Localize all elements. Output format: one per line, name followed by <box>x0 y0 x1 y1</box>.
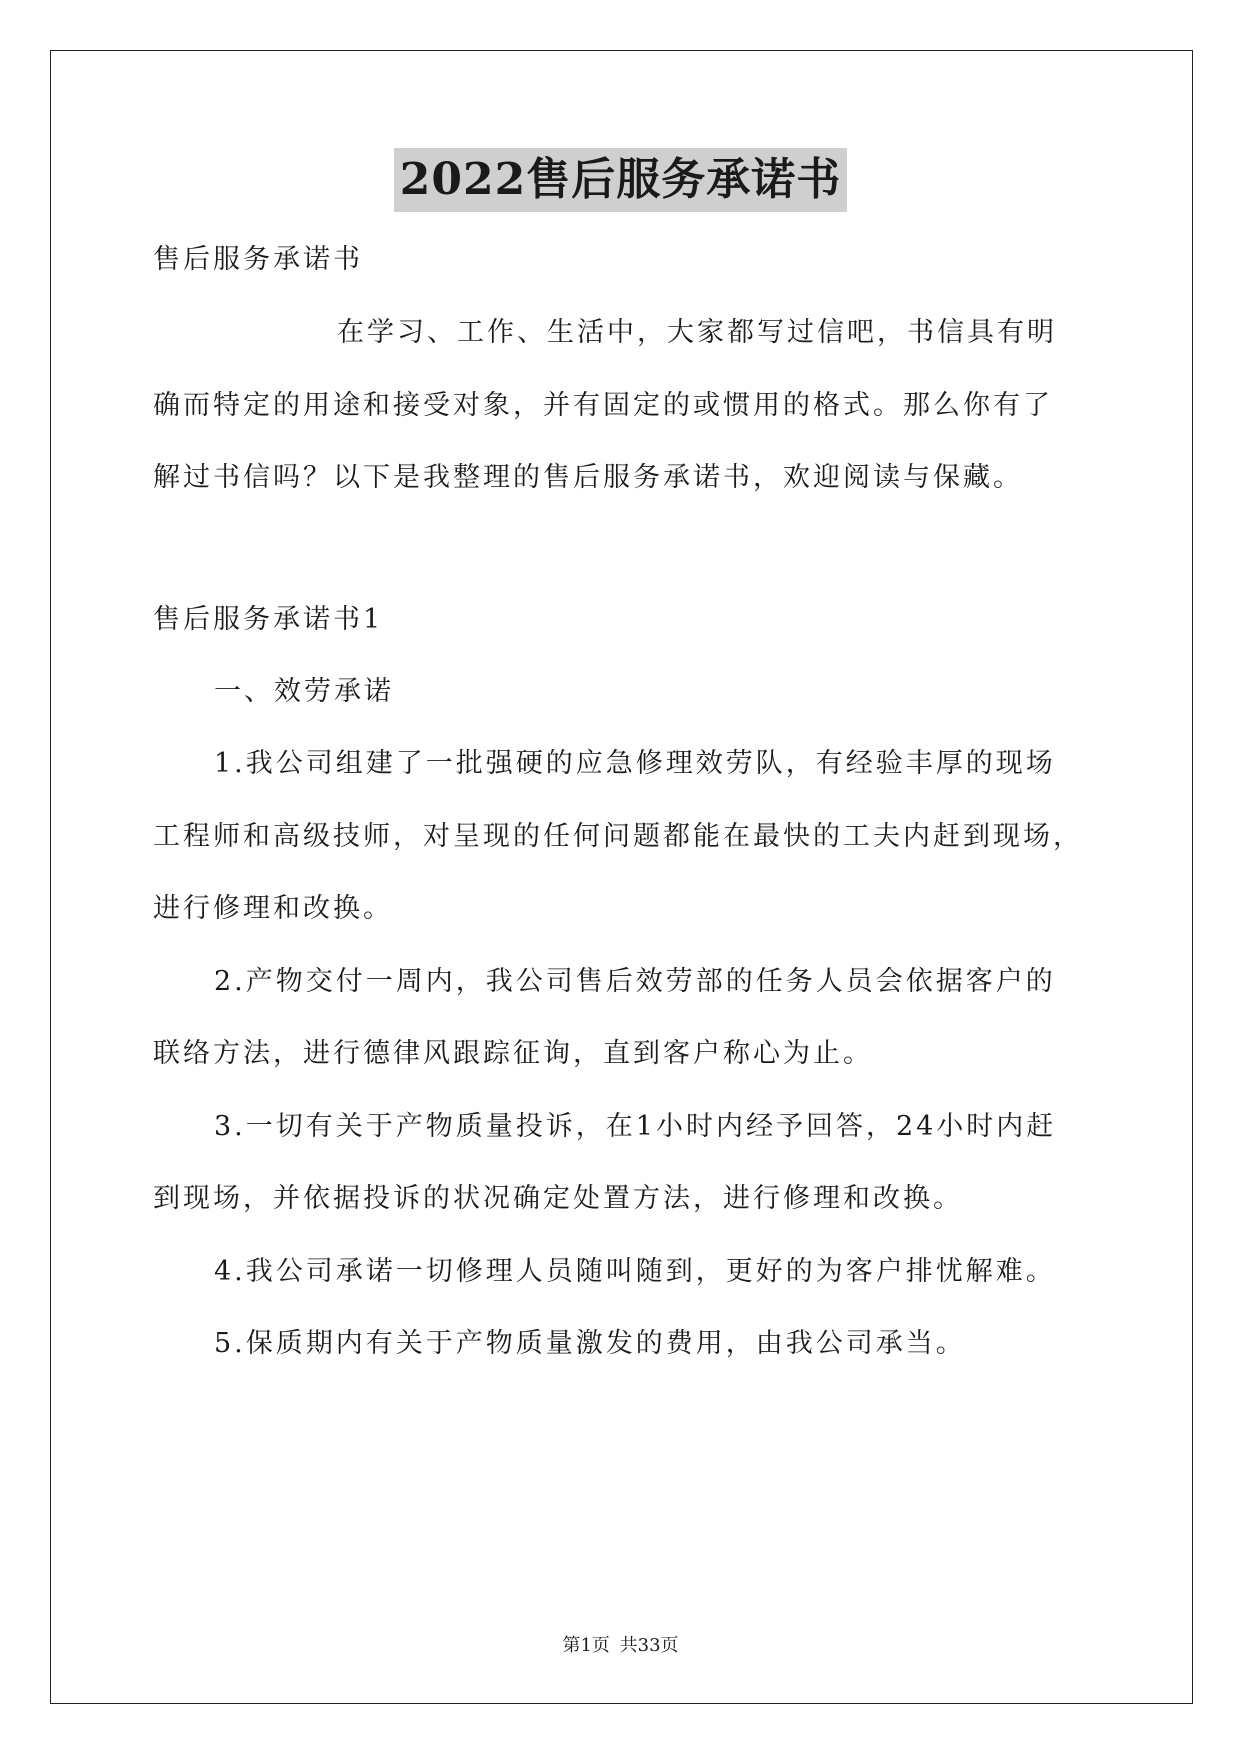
document-title: 2022售后服务承诺书 <box>394 148 847 212</box>
paragraph-line: 1.我公司组建了一批强硬的应急修理效劳队，有经验丰厚的现场 <box>214 748 1056 779</box>
paragraph-line: 在学习、工作、生活中，大家都写过信吧，书信具有明 <box>337 317 1057 348</box>
paragraph-line: 售后服务承诺书 <box>153 244 363 275</box>
page-total: 共33页 <box>619 1635 679 1656</box>
title-container <box>0 148 1241 212</box>
section-heading: 售后服务承诺书1 <box>153 604 384 635</box>
page-footer <box>0 1634 1241 1658</box>
paragraph-line: 4.我公司承诺一切修理人员随叫随到，更好的为客户排忧解难。 <box>214 1256 1056 1287</box>
page-number: 第1页 <box>562 1635 610 1656</box>
paragraph-line: 工程师和高级技师，对呈现的任何问题都能在最快的工夫内赶到现场， <box>153 821 1083 852</box>
paragraph-line: 5.保质期内有关于产物质量激发的费用，由我公司承当。 <box>214 1328 966 1359</box>
paragraph-line: 3.一切有关于产物质量投诉，在1小时内经予回答，24小时内赶 <box>214 1111 1057 1142</box>
page-border <box>50 50 1193 1704</box>
paragraph-line: 联络方法，进行德律风跟踪征询，直到客户称心为止。 <box>153 1038 873 1069</box>
paragraph-line: 2.产物交付一周内，我公司售后效劳部的任务人员会依据客户的 <box>214 966 1056 997</box>
paragraph-line: 解过书信吗？以下是我整理的售后服务承诺书，欢迎阅读与保藏。 <box>153 462 1023 493</box>
subsection-heading: 一、效劳承诺 <box>214 676 394 707</box>
paragraph-line: 确而特定的用途和接受对象，并有固定的或惯用的格式。那么你有了 <box>153 390 1053 421</box>
paragraph-line: 进行修理和改换。 <box>153 893 393 924</box>
paragraph-line: 到现场，并依据投诉的状况确定处置方法，进行修理和改换。 <box>153 1183 963 1214</box>
